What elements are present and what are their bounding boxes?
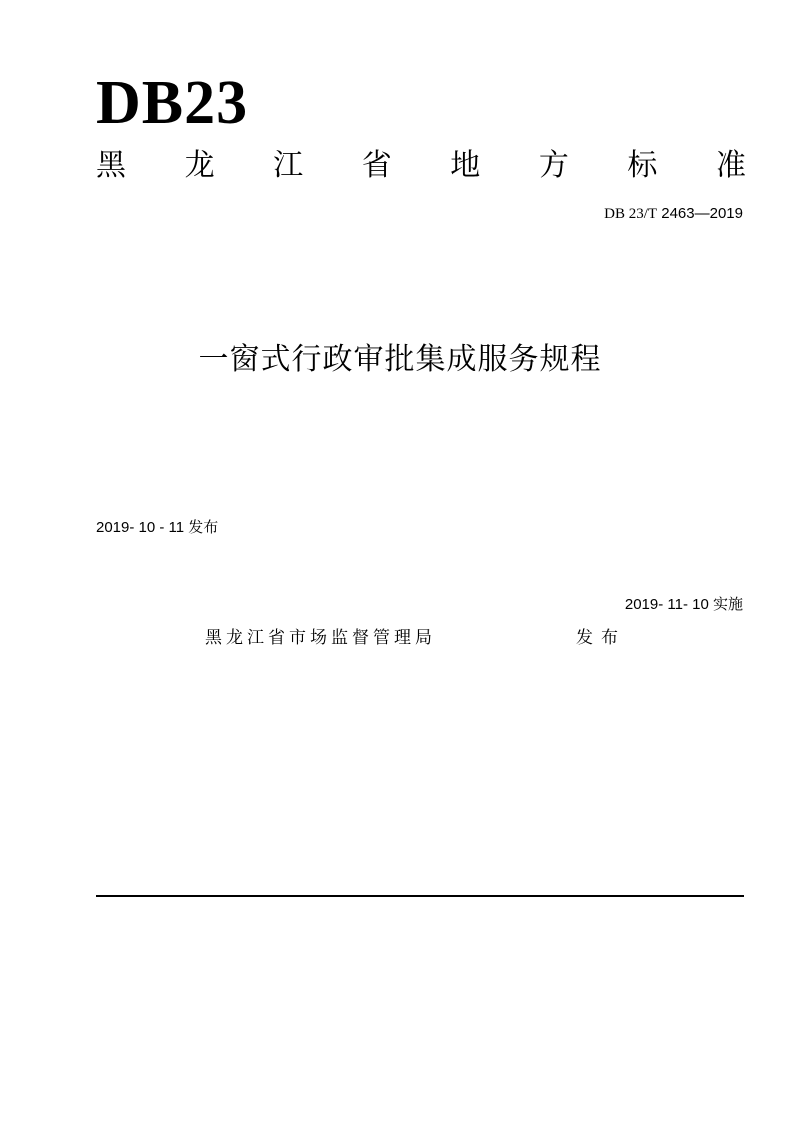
- issue-date: 2019- 10 - 11 发布: [96, 519, 219, 536]
- standard-type-char: 省: [361, 148, 392, 183]
- standard-logo: DB23: [96, 69, 249, 137]
- document-title: 一窗式行政审批集成服务规程: [198, 342, 602, 377]
- issuing-authority: 黑龙江省市场监督管理局: [205, 628, 436, 648]
- standard-number: [604, 203, 743, 225]
- standard-type-char: 准: [715, 148, 746, 183]
- standard-type-char: 标: [627, 148, 658, 183]
- standard-number-prefix: DB 23/T: [604, 206, 658, 222]
- standard-type: [96, 144, 746, 188]
- standard-type-char: 黑: [96, 148, 126, 183]
- standard-type-char: 江: [273, 148, 304, 183]
- issuer-action: 发布: [576, 628, 626, 648]
- implementation-date: 2019- 11- 10 实施: [624, 596, 743, 613]
- standard-type-char: 地: [450, 148, 481, 183]
- standard-type-char: 龙: [184, 148, 215, 183]
- standard-number-code: 2463—2019: [661, 205, 743, 222]
- bottom-divider: [96, 895, 744, 897]
- standard-type-char: 方: [538, 148, 569, 183]
